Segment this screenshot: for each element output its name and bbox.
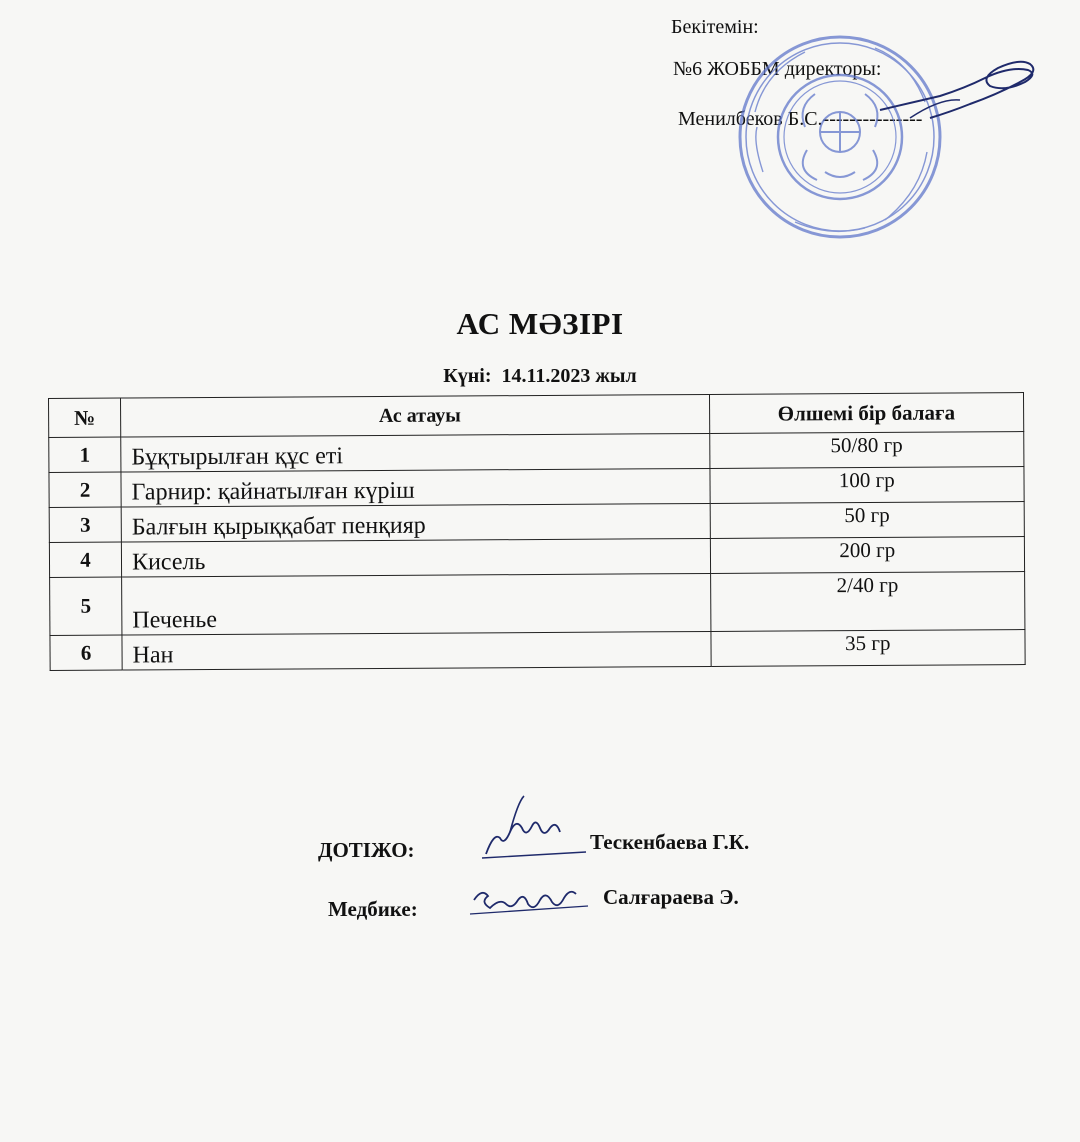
- deputy-signature-row: [0, 830, 1080, 878]
- approval-director-name: Менилбеков Б.С.---------------: [678, 108, 923, 130]
- row-portion: 50/80 гр: [709, 432, 1024, 469]
- row-dish-name: Бұқтырылған құс еті: [121, 433, 710, 472]
- row-number: 4: [49, 542, 121, 577]
- row-dish-name: Кисель: [121, 538, 710, 577]
- deputy-role: ДОТІЖО:: [318, 838, 415, 862]
- row-portion: 35 гр: [711, 630, 1026, 667]
- table-header-row: [49, 393, 1024, 438]
- row-number: 3: [49, 507, 121, 542]
- table-row: [49, 502, 1024, 543]
- row-portion: 100 гр: [710, 467, 1025, 504]
- date-label: Күні:: [443, 365, 492, 387]
- row-portion: 200 гр: [710, 537, 1025, 574]
- deputy-name: Тескенбаева Г.К.: [590, 830, 750, 854]
- table-row: [50, 630, 1025, 671]
- row-dish-name: Нан: [122, 631, 711, 670]
- table-row: [49, 537, 1024, 578]
- nurse-signature-row: [0, 885, 1080, 925]
- table-row: [49, 432, 1024, 473]
- nurse-name: Салғараева Э.: [603, 885, 739, 909]
- date-value: 14.11.2023 жыл: [501, 365, 637, 387]
- document-date: [0, 365, 1080, 388]
- row-number: 1: [49, 437, 121, 472]
- row-portion: 50 гр: [710, 502, 1025, 539]
- director-signature-icon: [870, 48, 1040, 128]
- approval-heading: Бекітемін:: [671, 16, 759, 38]
- approval-position: №6 ЖОББМ директоры:: [673, 58, 882, 80]
- table-row: [50, 572, 1025, 636]
- nurse-role: Медбике:: [328, 897, 418, 921]
- row-dish-name: Печенье: [122, 573, 711, 635]
- document-title: АС МӘЗІРІ: [456, 306, 624, 341]
- approval-block: [0, 0, 1080, 240]
- header-portion: Өлшемі бір балаға: [709, 393, 1024, 434]
- table-row: [49, 467, 1024, 508]
- row-number: 6: [50, 635, 122, 670]
- header-dish-name: Ас атауы: [121, 394, 710, 437]
- row-number: 5: [50, 577, 122, 635]
- row-dish-name: Гарнир: қайнатылған күріш: [121, 468, 710, 507]
- row-portion: 2/40 гр: [710, 572, 1025, 632]
- menu-table: [48, 392, 1026, 671]
- row-number: 2: [49, 472, 121, 507]
- header-number: №: [49, 398, 121, 437]
- row-dish-name: Балғын қырыққабат пенқияр: [121, 503, 710, 542]
